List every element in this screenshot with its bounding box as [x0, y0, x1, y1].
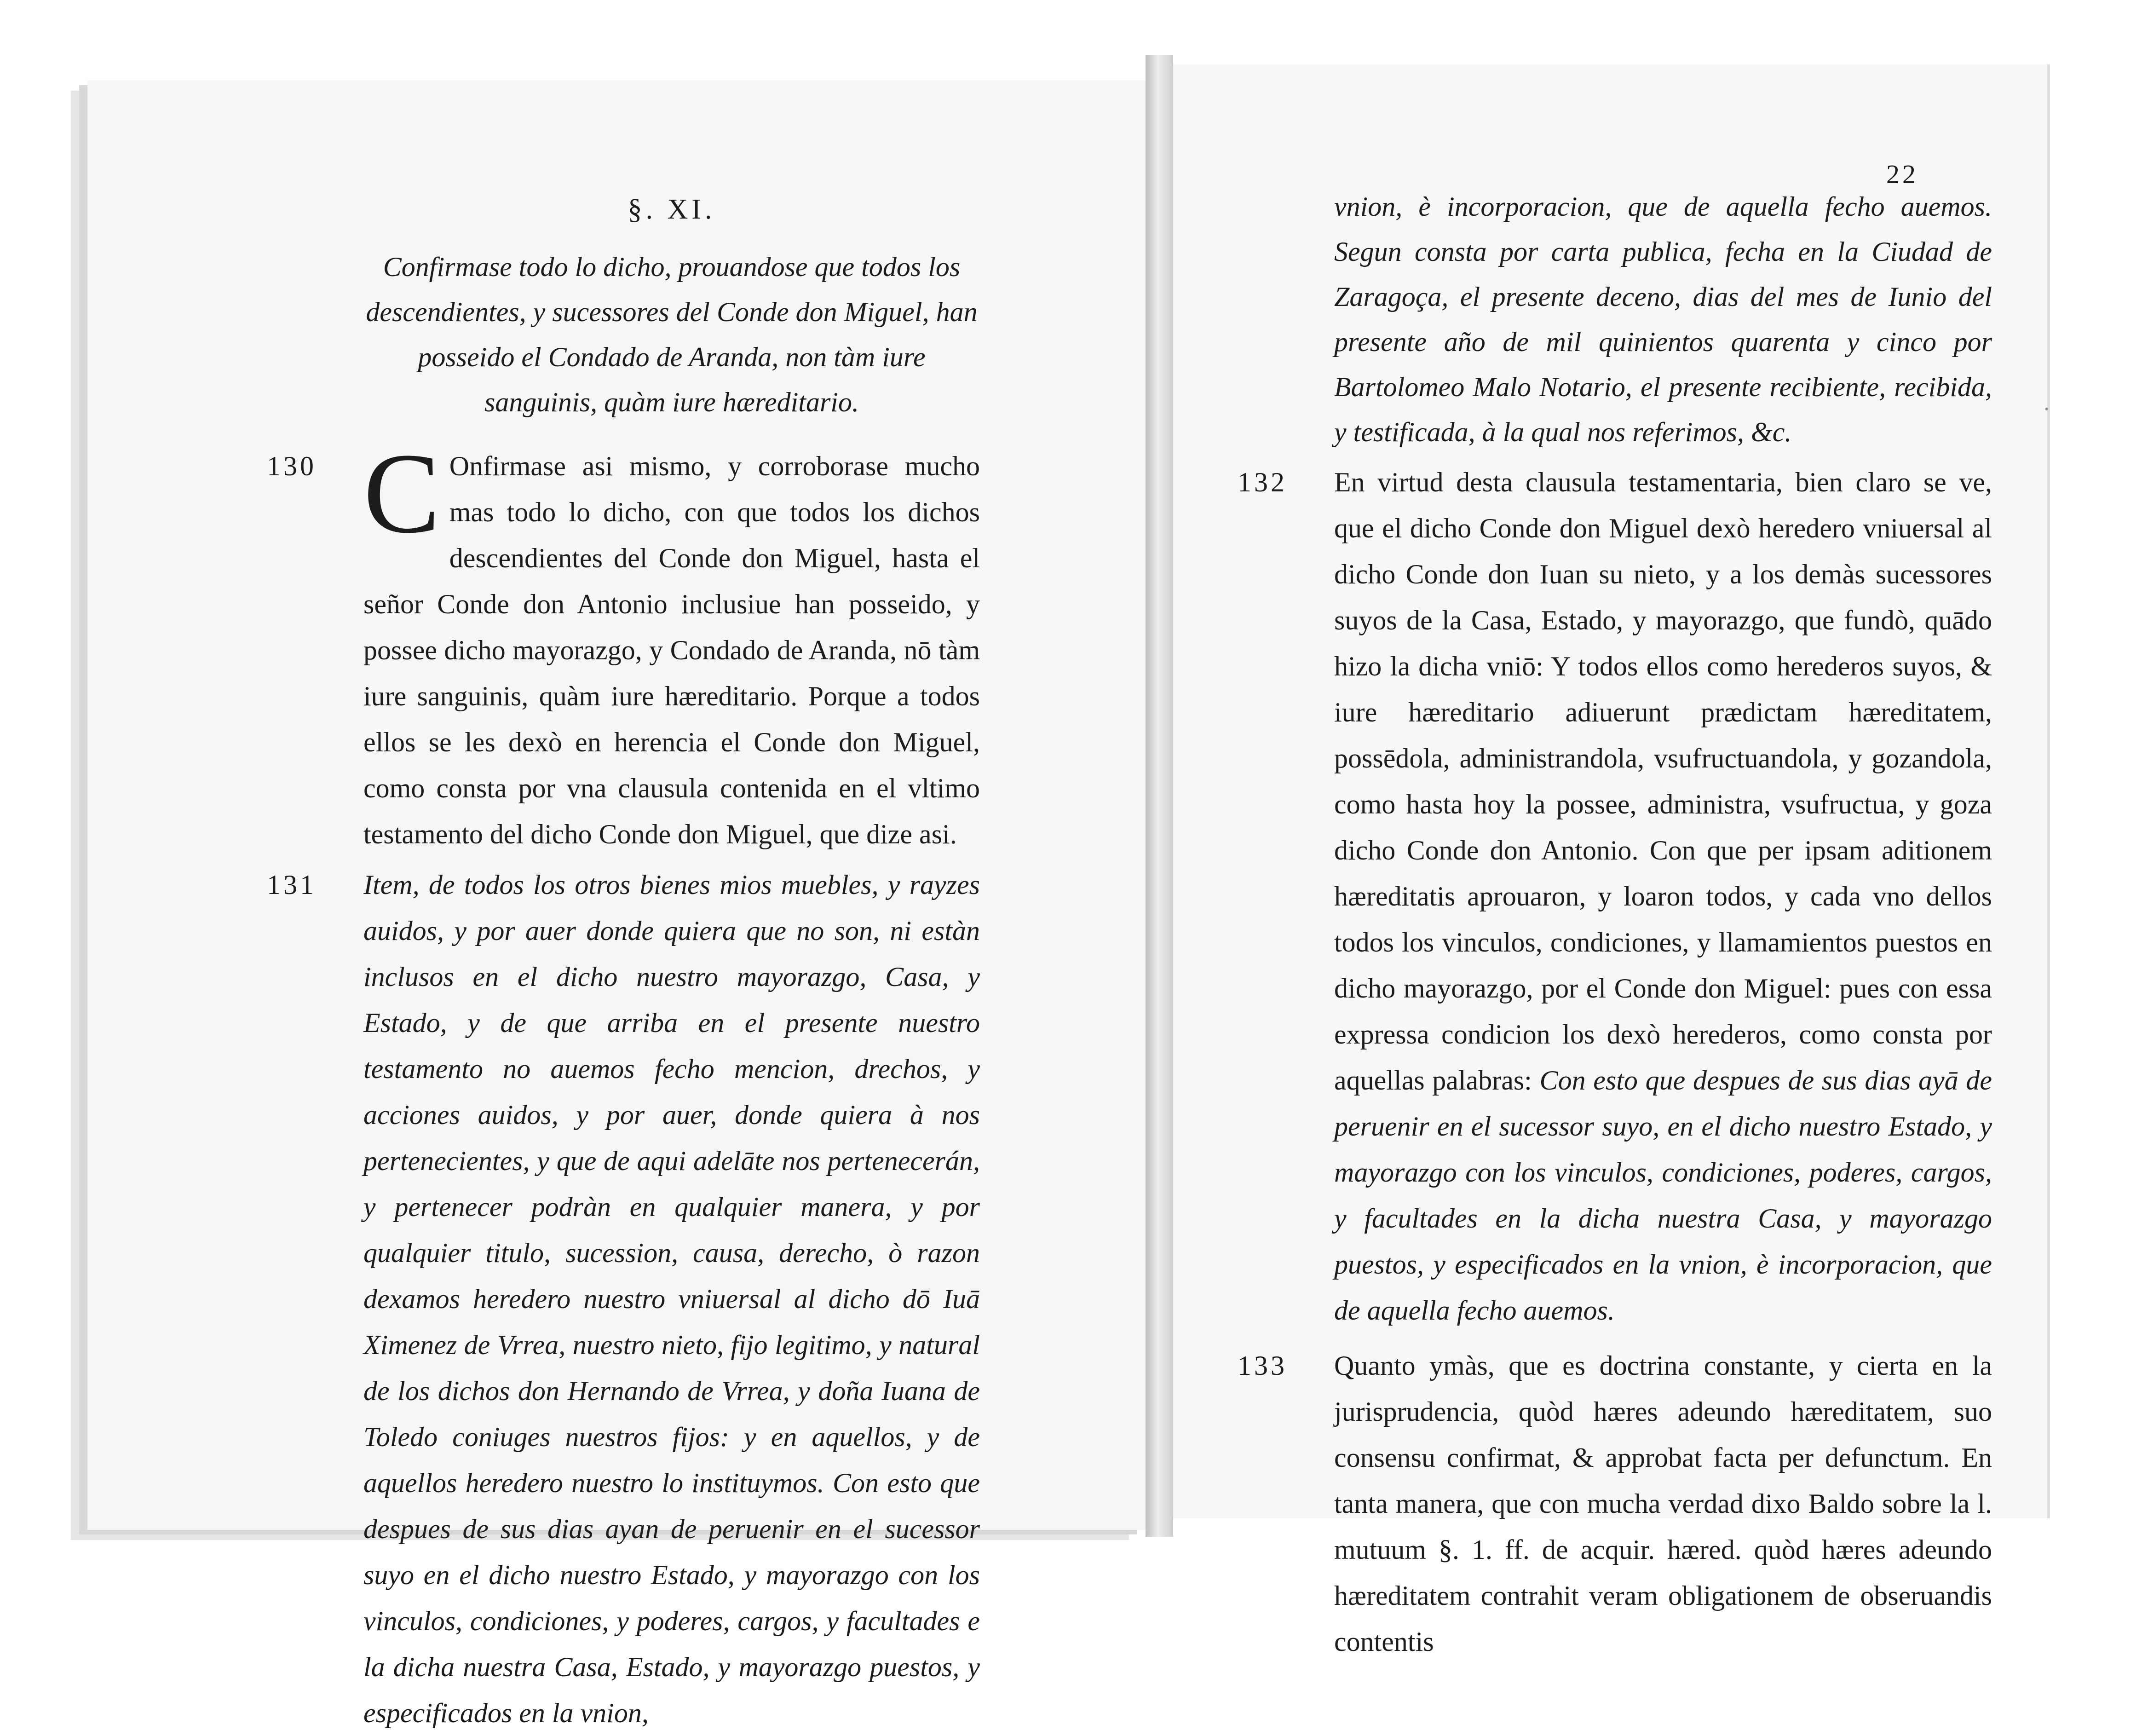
paragraph-number: 130 — [267, 451, 317, 481]
paragraph-132 — [1238, 459, 1992, 1333]
paragraph-number: 132 — [1238, 467, 1287, 497]
right-text-column — [1238, 184, 1992, 1665]
paragraph-italic-quote: Con esto que despues de sus dias ayā de peruenir en el sucessor suyo, en el dicho nuestro Estado, y mayorazgo con los vinculos, condiciones, poderes, cargos, y facultades en la dicha nuestra Casa, y mayorazgo puestos, y especificados en la vnion, è incorporacion, que de aquella fecho auemos. — [1334, 1065, 1992, 1326]
paragraph-133 — [1238, 1343, 1992, 1665]
book-gutter — [1146, 55, 1173, 1537]
edge-mark: · — [2043, 396, 2051, 422]
continuation-text: vnion, è incorporacion, que de aquella fecho auemos. Segun consta por carta publica, fecha en la Ciudad de Zaragoça, el presente deceno, dias del mes de Iunio del presente año de mil quinientos quarenta y cinco por Bartolomeo Malo Notario, el presente recibiente, recibida, y testificada, à la qual nos referimos, &c. — [1334, 191, 1992, 447]
drop-cap: C — [363, 430, 440, 557]
paragraph-number: 131 — [267, 870, 317, 900]
left-text-column — [267, 193, 980, 1736]
paragraph-130 — [267, 430, 980, 857]
paragraph-number: 133 — [1238, 1350, 1287, 1381]
paragraph-text: Quanto ymàs, que es doctrina constante, y cierta en la jurisprudencia, quòd hæres adeundo hæreditatem, suo consensu confirmat, & approbat facta per defunctum. En tanta manera, que con mucha verdad dixo Baldo sobre la l. mutuum §. 1. ff. de acquir. hæred. quòd hæres adeundo hæreditatem contrahit veram obligationem de obseruandis contentis — [1334, 1350, 1992, 1657]
section-summary: Confirmase todo lo dicho, prouandose que todos los descendientes, y sucessores del Conde don Miguel, han posseido el Condado de Aranda, non tàm iure sanguinis, quàm iure hæreditario. — [366, 252, 978, 417]
paragraph-131 — [267, 862, 980, 1736]
paragraph-text: Item, de todos los otros bienes mios muebles, y rayzes auidos, y por auer donde quiera que no son, ni estàn inclusos en el dicho nuestro mayorazgo, Casa, y Estado, y de que arriba en el presente nuestro testamento no auemos fecho mencion, drechos, y acciones auidos, y por auer, donde quiera à nos pertenecientes, y que de aqui adelāte nos pertenecerán, y pertenecer podràn en qualquier manera, y por qualquier titulo, sucession, causa, derecho, ò razon dexamos heredero nuestro vniuersal al dicho dō Iuā Ximenez de Vrrea, nuestro nieto, fijo legitimo, y natural de los dichos don Hernando de Vrrea, y doña Iuana de Toledo coniuges nuestros fijos: y en aquellos, y de aquellos heredero nuestro lo instituymos. Con esto que despues de sus dias ayan de peruenir en el sucessor suyo en el dicho nuestro Estado, y mayorazgo con los vinculos, condiciones, y poderes, cargos, y facultades e la dicha nuestra Casa, Estado, y mayorazgo puestos, y especificados en la vnion, — [363, 870, 980, 1728]
paragraph-text: Onfirmase asi mismo, y corroborase mucho mas todo lo dicho, con que todos los dichos descendientes del Conde don Miguel, hasta el señor Conde don Antonio inclusiue han posseido, y possee dicho mayorazgo, y Condado de Aranda, nō tàm iure sanguinis, quàm iure hæreditario. Porque a todos ellos se les dexò en herencia el Conde don Miguel, como consta por vna clausula contenida en el vltimo testamento del dicho Conde don Miguel, que dize asi. — [363, 451, 980, 849]
paragraph-text: En virtud desta clausula testamentaria, bien claro se ve, que el dicho Conde don Miguel dexò heredero vniuersal al dicho Conde don Iuan su nieto, y a los demàs sucessores suyos de la Casa, Estado, y mayorazgo, que fundò, quādo hizo la dicha vniō: Y todos ellos como herederos suyos, & iure hæreditario adiuerunt prædictam hæreditatem, possēdola, administrandola, vsufructuandola, y gozandola, como hasta hoy la possee, administra, vsufructua, y goza dicho Conde don Antonio. Con que per ipsam aditionem hæreditatis aprouaron, y loaron todos, y cada vno dellos todos los vinculos, condiciones, y llamamientos puestos en dicho mayorazgo, por el Conde don Miguel: pues con essa expressa condicion los dexò herederos, como consta por aquellas palabras: — [1334, 467, 1992, 1096]
section-heading: §. XI. — [628, 194, 716, 225]
folio-number: 22 — [1886, 159, 1918, 189]
